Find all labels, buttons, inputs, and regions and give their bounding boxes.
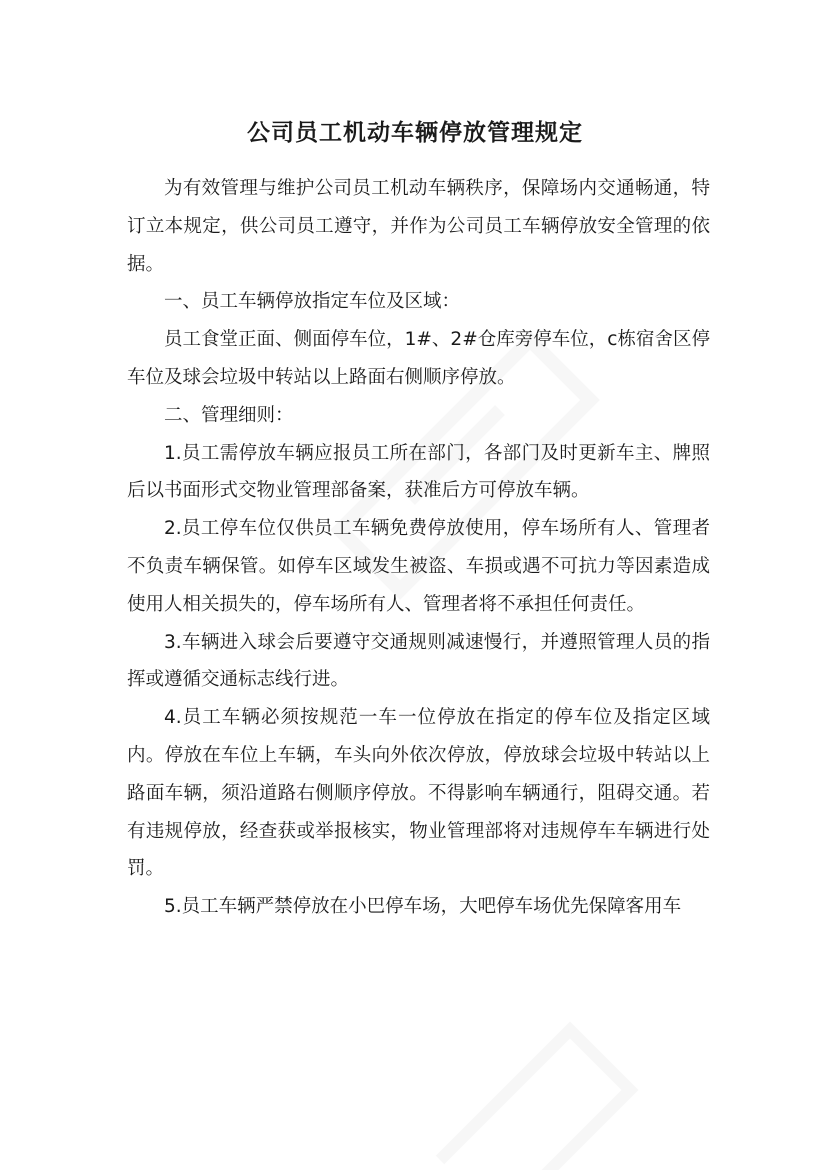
document-body xyxy=(127,170,710,926)
rule-item-2: 2.员工停车位仅供员工车辆免费停放使用，停车场所有人、管理者不负责车辆保管。如停车区域发生被盗、车损或遇不可抗力等因素造成使用人相关损失的，停车场所有人、管理者将不承担任何责任。 xyxy=(127,518,710,615)
watermark-icon-lower xyxy=(420,1010,680,1170)
section-heading-1: 一、员工车辆停放指定车位及区域： xyxy=(164,291,461,313)
document-title: 公司员工机动车辆停放管理规定 xyxy=(247,120,583,146)
rule-item-4: 4.员工车辆必须按规范一车一位停放在指定的停车位及指定区域内。停放在车位上车辆，车头向外依次停放，停放球会垃圾中转站以上路面车辆，须沿道路右侧顺序停放。不得影响车辆通行，阻碍交通。若有违规停放，经查获或举报核实，物业管理部将对违规停车车辆进行处罚。 xyxy=(127,707,710,880)
paragraph-parking-areas: 员工食堂正面、侧面停车位，1#、2#仓库旁停车位，c栋宿舍区停车位及球会垃圾中转站以上路面右侧顺序停放。 xyxy=(127,329,710,388)
section-heading-2: 二、管理细则： xyxy=(164,404,294,426)
rule-item-3: 3.车辆进入球会后要遵守交通规则减速慢行，并遵照管理人员的指挥或遵循交通标志线行进。 xyxy=(127,631,710,691)
rule-item-5: 5.员工车辆严禁停放在小巴停车场，大吧停车场优先保障客用车 xyxy=(164,896,682,918)
paragraph-intro: 为有效管理与维护公司员工机动车辆秩序，保障场内交通畅通，特订立本规定，供公司员工遵守，并作为公司员工车辆停放安全管理的依据。 xyxy=(127,178,710,275)
rule-item-1: 1.员工需停放车辆应报员工所在部门，各部门及时更新车主、牌照后以书面形式交物业管理部备案，获准后方可停放车辆。 xyxy=(127,442,710,502)
